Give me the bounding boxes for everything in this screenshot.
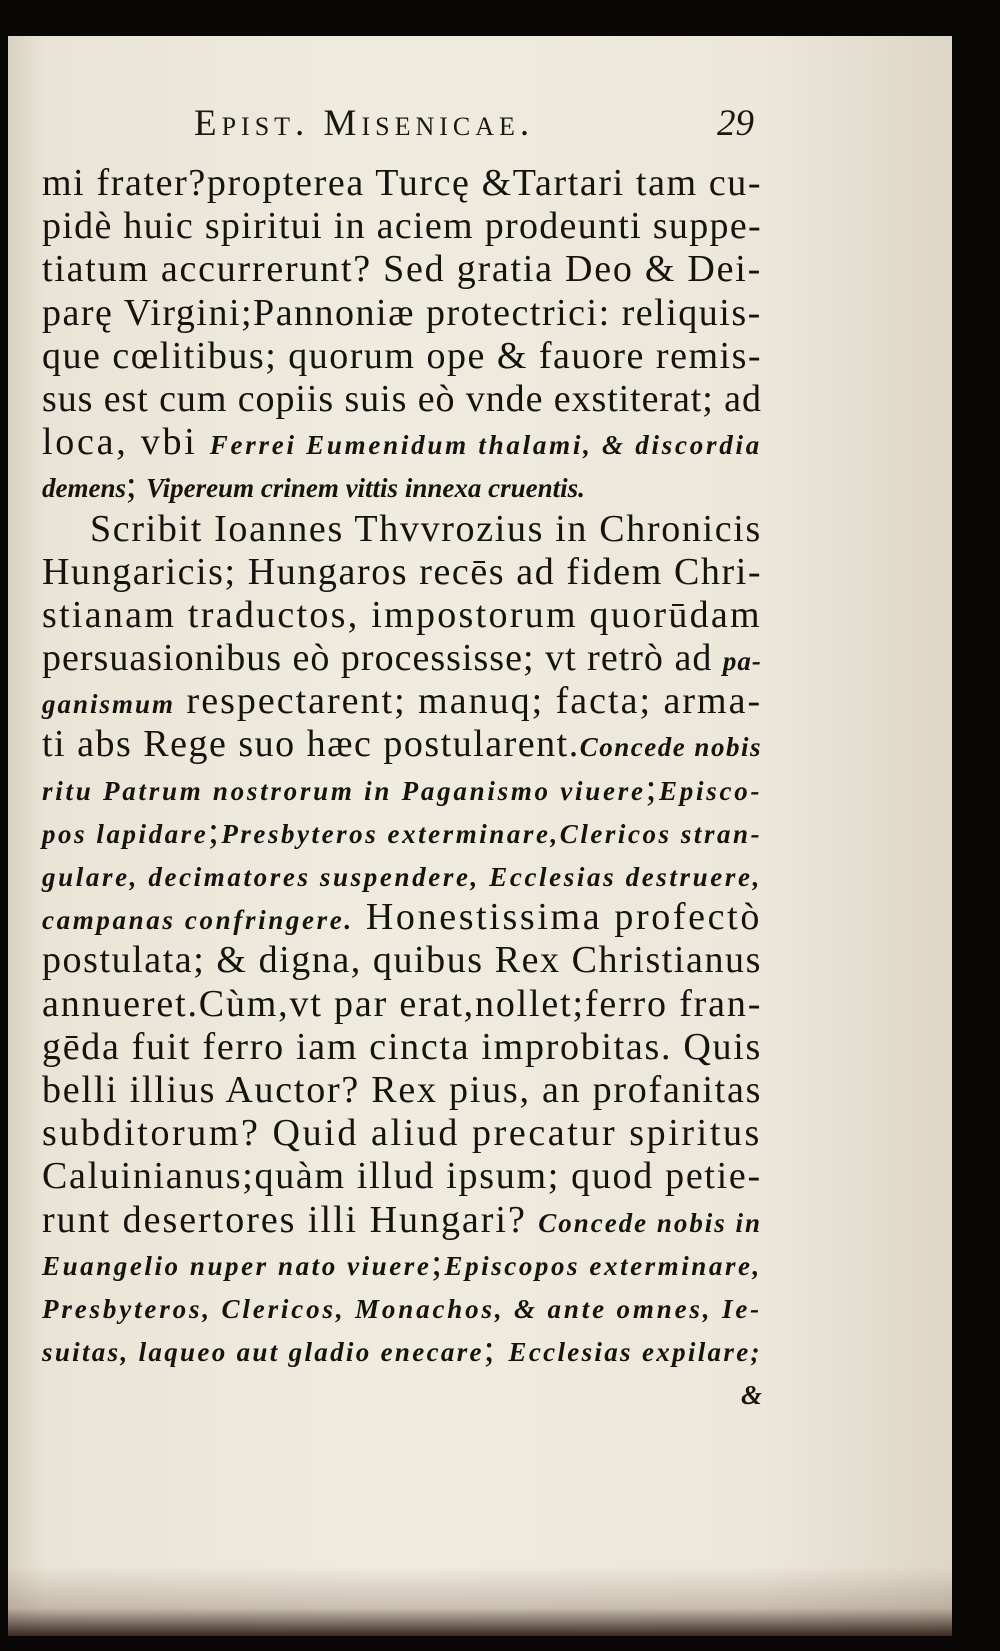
- italic-segment: ritu Patrum nostrorum in Paganismo viuere: [42, 775, 646, 806]
- text-segment: ;: [483, 1328, 509, 1371]
- text-line: [42, 1026, 762, 1069]
- text-line: [42, 896, 762, 939]
- book-page: [8, 36, 952, 1636]
- italic-segment: Euangelio nuper nato viuere: [42, 1250, 432, 1281]
- text-segment: pidè huic spiritui in aciem prodeunti suppe-: [42, 205, 762, 248]
- text-segment: parę Virgini;Pannoniæ protectrici: reliquis-: [42, 291, 762, 334]
- text-segment: mi frater?propterea Turcę &Tartari tam cu-: [42, 162, 763, 204]
- text-line: [42, 551, 762, 594]
- text-line: [42, 378, 762, 421]
- text-segment: postulata; & digna, quibus Rex Christianus: [42, 939, 762, 982]
- italic-segment: suitas, laqueo aut gladio enecare: [42, 1337, 484, 1368]
- text-line: [42, 1285, 762, 1328]
- text-line: [42, 1199, 762, 1242]
- text-line: [42, 637, 762, 680]
- text-line: [42, 1242, 762, 1285]
- text-line: [42, 853, 762, 896]
- text-segment: ;: [645, 766, 660, 809]
- italic-segment: Ecclesias expilare;: [508, 1337, 762, 1368]
- text-segment: respectarent; manuq; facta; arma-: [175, 680, 763, 723]
- text-segment: stianam traductos, impostorum quorūdam: [42, 593, 762, 636]
- text-line: [42, 767, 762, 810]
- text-segment: Honestissima profectò: [353, 896, 762, 939]
- italic-segment: &: [740, 1380, 762, 1411]
- italic-segment: demens: [42, 473, 126, 504]
- italic-segment: gulare, decimatores suspendere, Ecclesias destruere,: [42, 862, 762, 892]
- text-line: [42, 723, 762, 766]
- text-segment: que cœlitibus; quorum ope & fauore remis-: [42, 334, 763, 377]
- text-line: [42, 1155, 762, 1198]
- text-segment: runt desertores illi Hungari?: [42, 1198, 539, 1241]
- text-segment: sus est cum copiis suis eò vnde exstiterat; ad: [42, 377, 762, 420]
- italic-segment: pa-: [722, 646, 762, 677]
- text-segment: persuasionibus eò processisse; vt retrò ad: [42, 637, 723, 680]
- text-segment: annueret.Cùm,vt par erat,nollet;ferro fran-: [42, 982, 763, 1025]
- text-line: [42, 421, 762, 464]
- text-line: [42, 205, 762, 248]
- italic-segment: campanas confringere.: [42, 905, 354, 936]
- text-line: [42, 594, 762, 637]
- text-segment: gēda fuit ferro iam cincta improbitas. Quis: [42, 1025, 762, 1068]
- text-line: [42, 248, 762, 291]
- text-segment: loca, vbi: [42, 421, 210, 464]
- body-text: [42, 162, 762, 1414]
- text-segment: ti abs Rege suo hæc postularent.: [42, 723, 580, 766]
- text-line: [42, 1328, 762, 1371]
- text-line: [42, 939, 762, 982]
- text-line: [42, 162, 762, 205]
- italic-segment: Episco-: [659, 775, 763, 806]
- text-line: [42, 292, 762, 335]
- text-line: [42, 335, 762, 378]
- text-segment: belli illius Auctor? Rex pius, an profanitas: [42, 1068, 763, 1111]
- text-line: [42, 1371, 762, 1414]
- italic-segment: Concede nobis in: [538, 1207, 762, 1238]
- text-segment: tiatum accurrerunt? Sed gratia Deo & Dei-: [42, 248, 762, 291]
- italic-segment: Concede nobis: [579, 732, 762, 763]
- text-segment: Caluinianus;quàm illud ipsum; quod petie-: [42, 1155, 762, 1198]
- italic-segment: Presbyteros, Clericos, Monachos, & ante omnes, Ie-: [42, 1293, 762, 1324]
- text-segment: subditorum? Quid aliud precatur spiritus: [42, 1112, 762, 1155]
- italic-segment: Vipereum crinem vittis innexa cruentis.: [146, 473, 585, 504]
- text-segment: Scribit Ioannes Thvvrozius in Chronicis: [90, 507, 762, 550]
- text-segment: ;: [126, 464, 147, 507]
- text-line: [42, 810, 762, 853]
- text-line: [42, 983, 762, 1026]
- page-number: 29: [717, 103, 754, 144]
- text-line: [42, 680, 762, 723]
- text-segment: ;: [208, 809, 222, 852]
- text-line: [42, 508, 762, 551]
- text-line: [42, 1112, 762, 1155]
- italic-segment: Presbyteros exterminare,Clericos stran-: [221, 818, 763, 849]
- text-line: [42, 464, 762, 507]
- italic-segment: ganismum: [42, 689, 176, 720]
- italic-segment: pos lapidare: [42, 818, 209, 849]
- italic-segment: Ferrei Eumenidum thalami, & discordia: [209, 430, 762, 461]
- italic-segment: Episcopos exterminare,: [444, 1250, 762, 1281]
- text-line: [42, 1069, 762, 1112]
- text-segment: Hungaricis; Hungaros recēs ad fidem Chri-: [42, 550, 763, 593]
- running-title: Epist. Misenicae.: [194, 103, 535, 144]
- page-header: [194, 102, 754, 162]
- text-segment: ;: [431, 1241, 445, 1284]
